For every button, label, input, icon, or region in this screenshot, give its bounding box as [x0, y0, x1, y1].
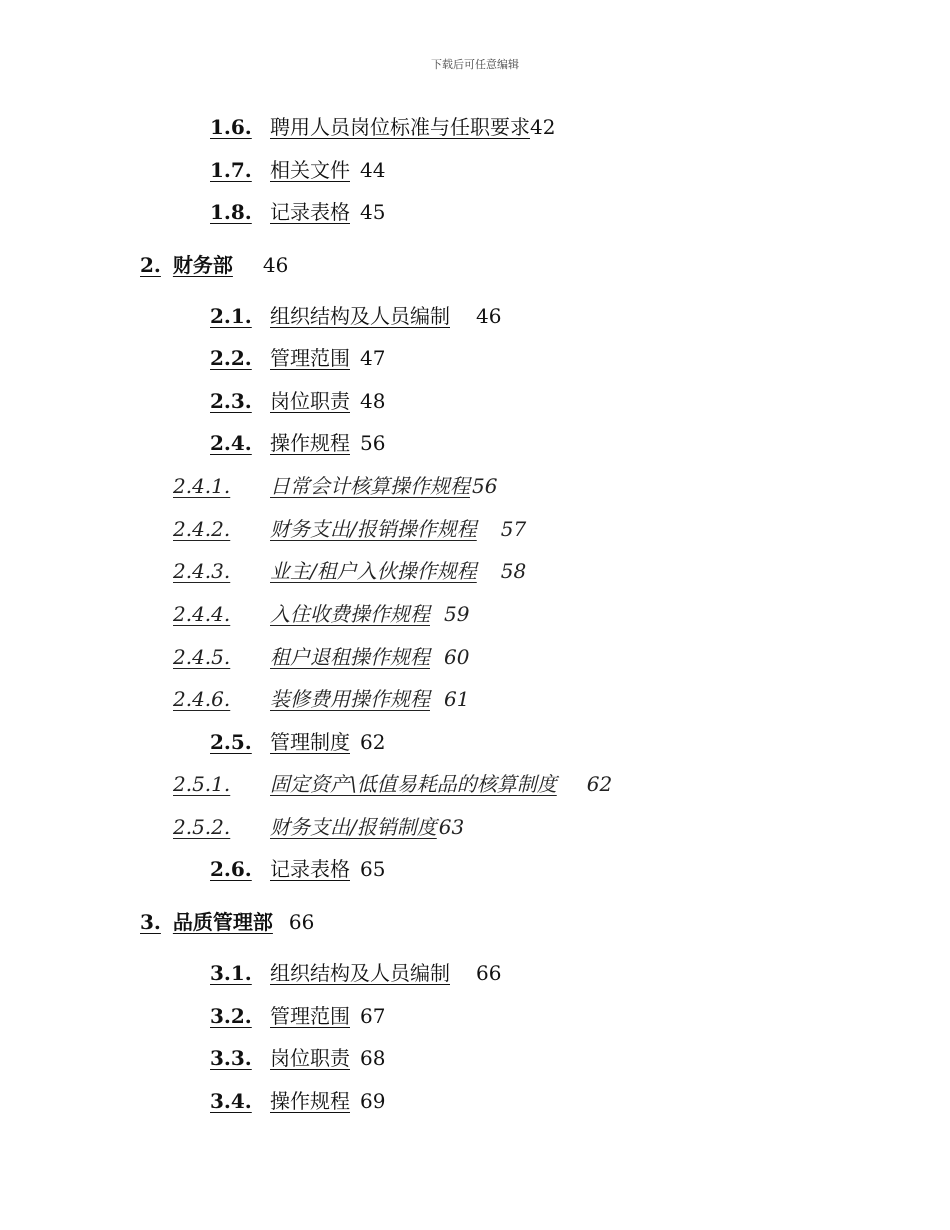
toc-number: 2.4.2. — [173, 517, 231, 541]
toc-title: 聘用人员岗位标准与任职要求 — [270, 115, 530, 139]
toc-number: 2.4.3. — [173, 559, 231, 583]
toc-title: 业主/租户入伙操作规程 — [270, 559, 477, 583]
toc-page: 48 — [360, 389, 386, 413]
toc-title: 记录表格 — [270, 200, 350, 224]
toc-title: 相关文件 — [270, 158, 350, 182]
toc-entry[interactable] — [210, 727, 385, 757]
toc-title: 财务部 — [172, 253, 233, 277]
toc-subentry[interactable] — [173, 599, 469, 629]
toc-subentry[interactable] — [173, 471, 497, 501]
toc-entry[interactable] — [210, 155, 385, 185]
toc-number: 3. — [140, 910, 161, 934]
toc-page: 62 — [586, 772, 613, 796]
toc-number: 2.3. — [210, 389, 252, 413]
toc-page: 44 — [360, 158, 386, 182]
toc-number: 1.8. — [210, 200, 252, 224]
toc-title: 管理范围 — [270, 1004, 350, 1028]
toc-title: 日常会计核算操作规程 — [270, 474, 470, 498]
toc-subentry[interactable] — [173, 514, 526, 544]
toc-number: 3.2. — [210, 1004, 252, 1028]
toc-title: 品质管理部 — [172, 910, 273, 934]
toc-title: 入住收费操作规程 — [270, 602, 430, 626]
toc-entry[interactable] — [210, 386, 385, 416]
toc-chapter-entry[interactable] — [140, 250, 288, 280]
toc-title: 组织结构及人员编制 — [270, 304, 450, 328]
toc-title: 记录表格 — [270, 857, 350, 881]
toc-page: 68 — [360, 1046, 386, 1070]
toc-title: 财务支出/报销操作规程 — [270, 517, 477, 541]
toc-entry[interactable] — [210, 197, 385, 227]
toc-title: 财务支出/报销制度 — [270, 815, 437, 839]
toc-subentry[interactable] — [173, 642, 469, 672]
toc-entry[interactable] — [210, 343, 385, 373]
toc-title: 操作规程 — [270, 1089, 350, 1113]
toc-page: 66 — [476, 961, 502, 985]
toc-page: 46 — [476, 304, 502, 328]
toc-number: 2.5.2. — [173, 815, 231, 839]
toc-page: 57 — [500, 517, 527, 541]
toc-title: 组织结构及人员编制 — [270, 961, 450, 985]
toc-entry[interactable] — [210, 1043, 385, 1073]
toc-chapter-entry[interactable] — [140, 907, 314, 937]
toc-number: 2.4.6. — [173, 687, 231, 711]
toc-page: 69 — [360, 1089, 386, 1113]
header-note: 下载后可任意编辑 — [431, 58, 519, 71]
toc-title: 管理制度 — [270, 730, 350, 754]
toc-entry[interactable] — [210, 428, 385, 458]
toc-page: 59 — [444, 602, 470, 626]
toc-title: 操作规程 — [270, 431, 350, 455]
toc-subentry[interactable] — [173, 812, 464, 842]
toc-page: 66 — [288, 910, 315, 934]
toc-title: 租户退租操作规程 — [270, 645, 430, 669]
toc-number: 2.6. — [210, 857, 252, 881]
toc-page: 47 — [360, 346, 386, 370]
toc-page: 42 — [530, 115, 556, 139]
toc-page: 45 — [360, 200, 386, 224]
toc-number: 2.4.5. — [173, 645, 231, 669]
toc-page: 56 — [472, 474, 498, 498]
toc-entry[interactable] — [210, 301, 501, 331]
toc-page: 65 — [360, 857, 386, 881]
toc-title: 固定资产\低值易耗品的核算制度 — [270, 772, 557, 796]
toc-subentry[interactable] — [173, 556, 526, 586]
toc-entry[interactable] — [210, 1086, 385, 1116]
toc-number: 1.7. — [210, 158, 252, 182]
toc-entry[interactable] — [210, 112, 555, 142]
toc-title: 装修费用操作规程 — [270, 687, 430, 711]
toc-page: 58 — [500, 559, 527, 583]
toc-number: 2.4.1. — [173, 474, 231, 498]
toc-number: 2.5.1. — [173, 772, 231, 796]
toc-page: 62 — [360, 730, 386, 754]
toc-entry[interactable] — [210, 958, 501, 988]
toc-number: 2.4. — [210, 431, 252, 455]
toc-number: 1.6. — [210, 115, 252, 139]
toc-subentry[interactable] — [173, 769, 612, 799]
toc-number: 2.2. — [210, 346, 252, 370]
toc-entry[interactable] — [210, 1001, 385, 1031]
toc-page: 56 — [360, 431, 386, 455]
toc-number: 2.5. — [210, 730, 252, 754]
toc-title: 管理范围 — [270, 346, 350, 370]
toc-number: 3.4. — [210, 1089, 252, 1113]
toc-page: 67 — [360, 1004, 386, 1028]
toc-title: 岗位职责 — [270, 1046, 350, 1070]
toc-page: 60 — [444, 645, 470, 669]
toc-number: 3.3. — [210, 1046, 252, 1070]
toc-page: 61 — [444, 687, 470, 711]
toc-page: 46 — [262, 253, 289, 277]
toc-entry[interactable] — [210, 854, 385, 884]
toc-subentry[interactable] — [173, 684, 469, 714]
toc-number: 2.1. — [210, 304, 252, 328]
toc-number: 2.4.4. — [173, 602, 231, 626]
toc-number: 2. — [140, 253, 161, 277]
toc-title: 岗位职责 — [270, 389, 350, 413]
toc-number: 3.1. — [210, 961, 252, 985]
toc-page: 63 — [438, 815, 465, 839]
